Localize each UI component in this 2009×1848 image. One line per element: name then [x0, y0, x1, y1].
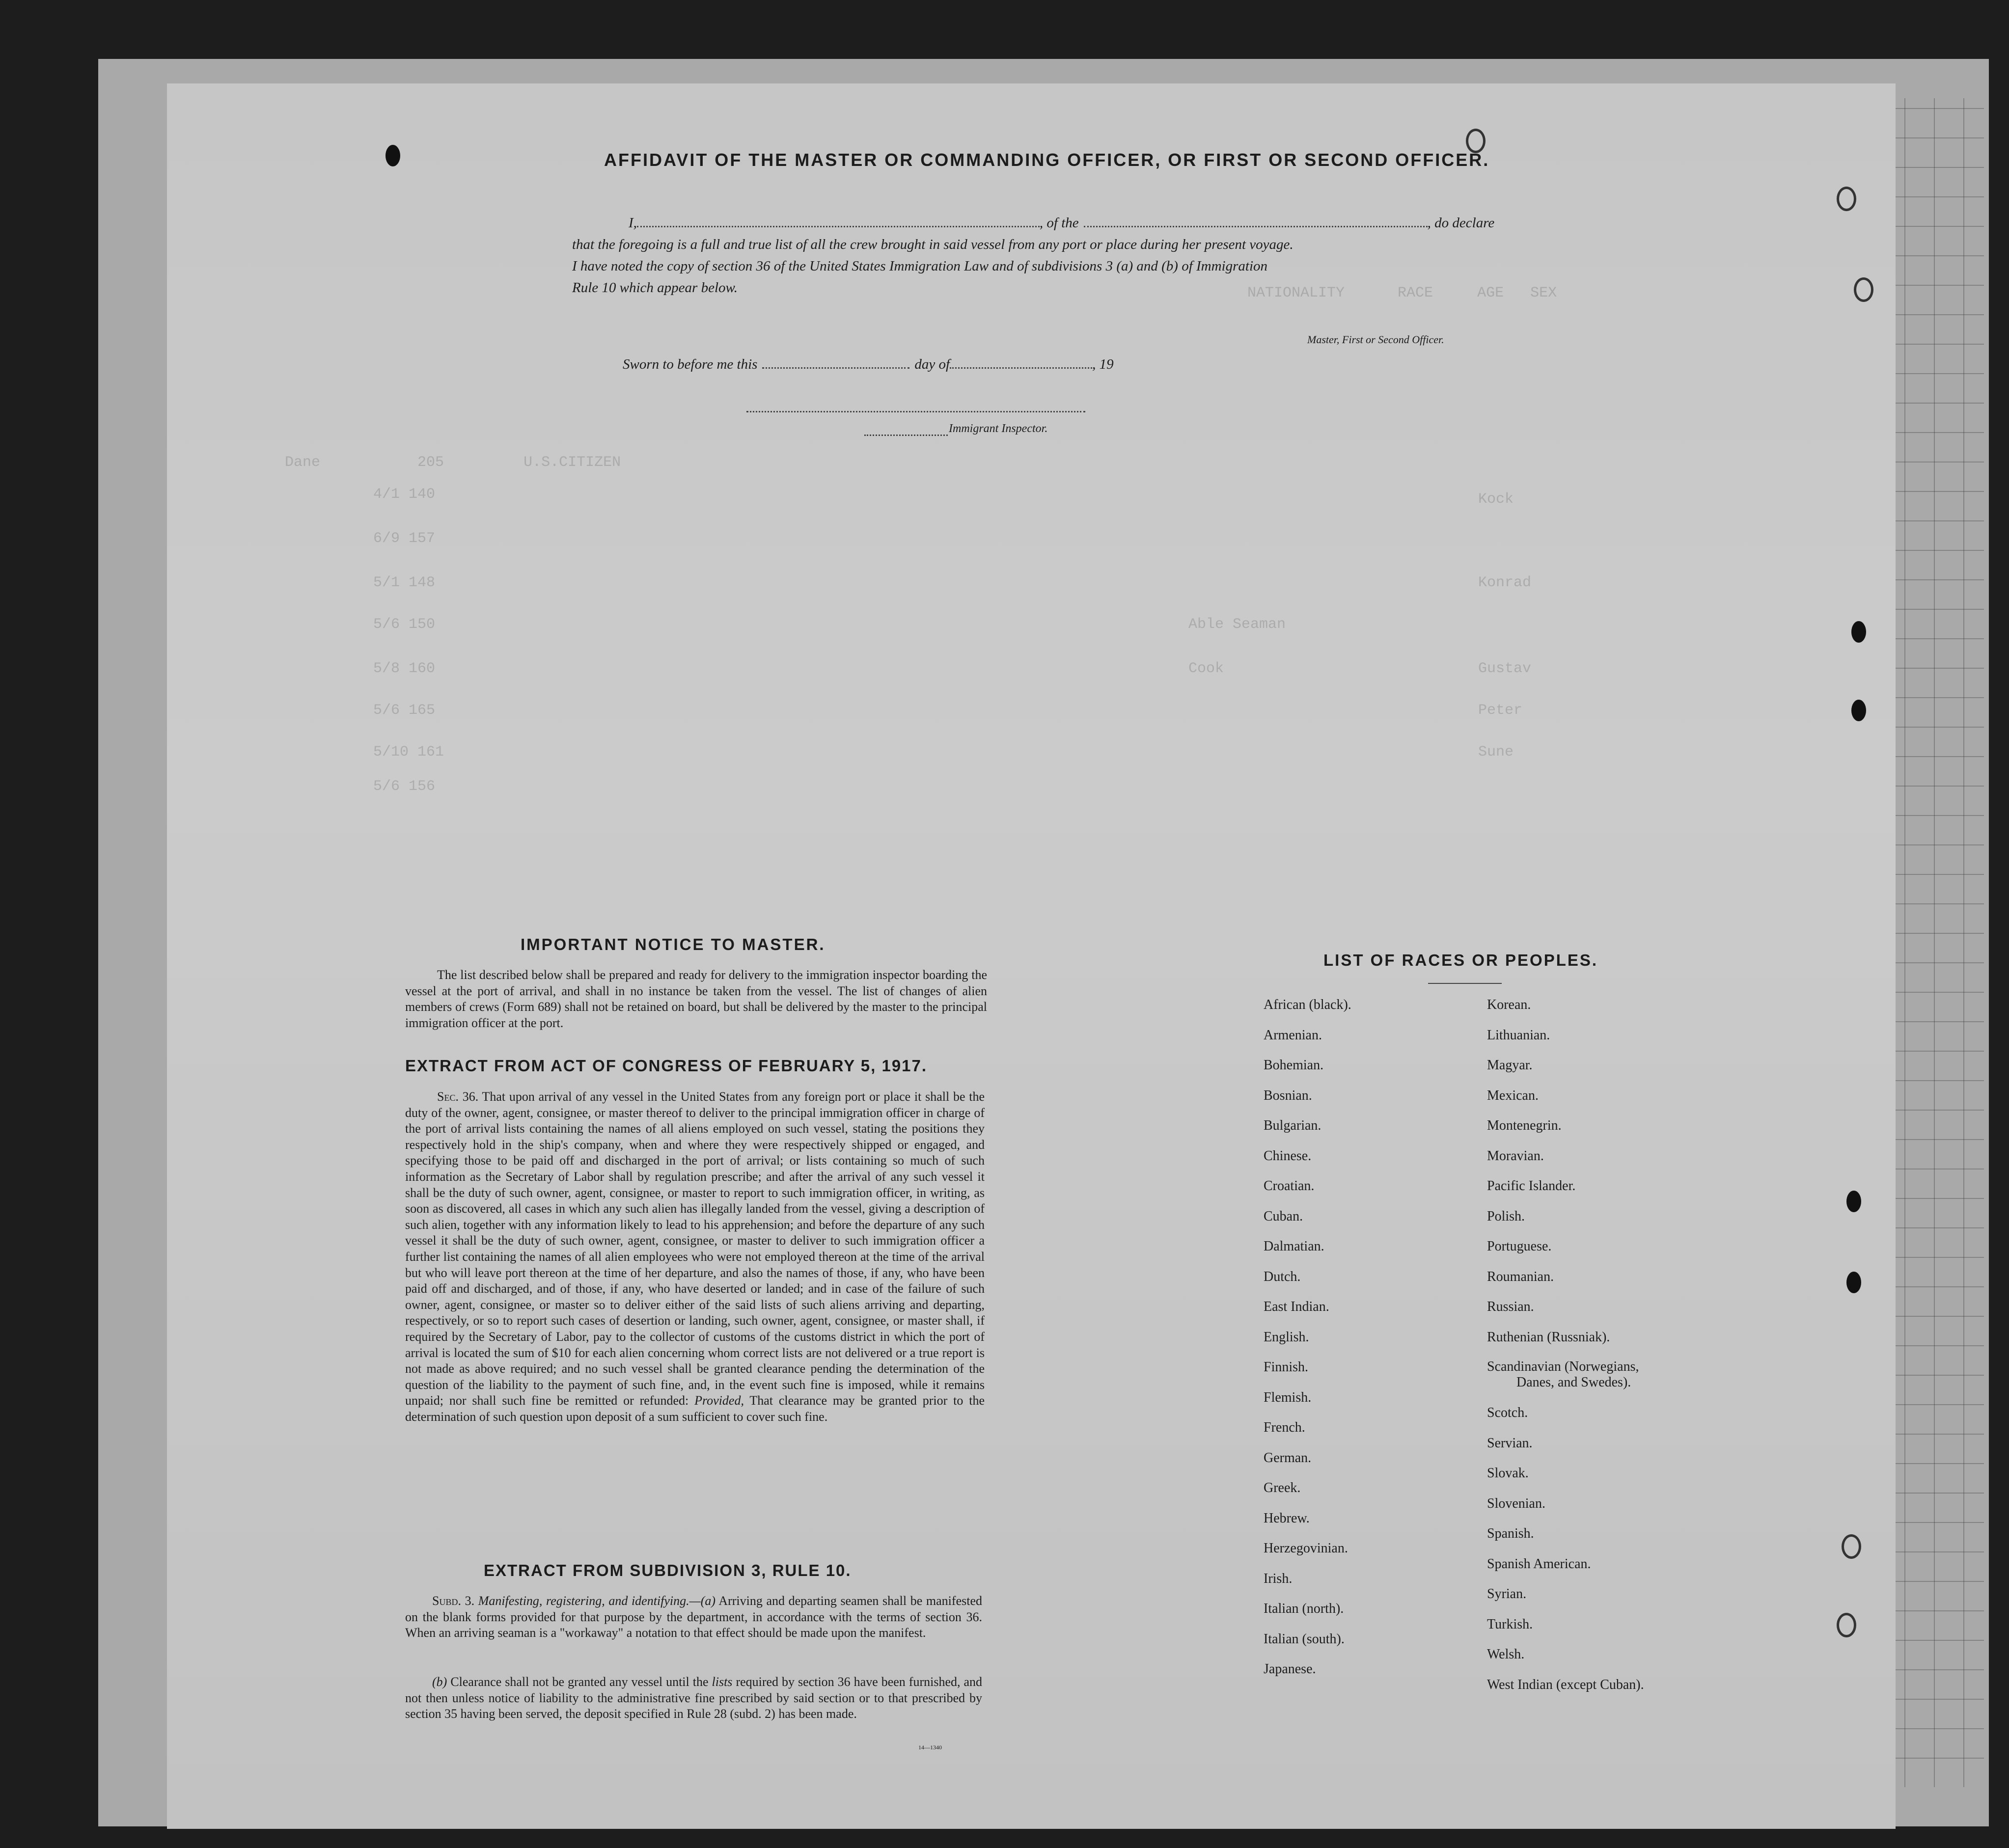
bleed-through-text: 5/10 161 — [373, 744, 444, 761]
subdivision-b-text-1: Clearance shall not be granted any vessel until the — [450, 1675, 709, 1689]
subdivision-a-paragraph — [405, 1593, 982, 1641]
race-item: Ruthenian (Russniak). — [1487, 1329, 1610, 1345]
section-36-end: That clearance may be granted prior to the determination of such question upon deposit of a sum sufficient to cover such fine. — [405, 1393, 985, 1424]
punch-hole — [1846, 1272, 1861, 1293]
bleed-through-text: NATIONALITY RACE AGE SEX — [1247, 285, 1557, 301]
ring-hole — [1854, 277, 1873, 302]
affidavit-line-3: I have noted the copy of section 36 of the United States Immigration Law and of subdivisions 3 (a) and (b) of Immigration — [572, 258, 1268, 274]
month-blank — [950, 367, 1092, 369]
race-item: West Indian (except Cuban). — [1487, 1677, 1644, 1692]
race-item: Polish. — [1487, 1208, 1525, 1224]
races-left-column — [1264, 990, 1351, 1685]
subdivision-a-label: —(a) — [689, 1594, 716, 1608]
race-item: Irish. — [1264, 1571, 1293, 1586]
race-item: Dutch. — [1264, 1269, 1301, 1284]
race-item: Pacific Islander. — [1487, 1178, 1576, 1194]
subdivision-b-label: (b) — [432, 1675, 447, 1689]
race-item: Korean. — [1487, 997, 1531, 1012]
inspector-lead-dots — [864, 434, 948, 436]
punch-hole — [1846, 1191, 1861, 1212]
race-item: Slovak. — [1487, 1466, 1529, 1481]
race-item: Greek. — [1264, 1480, 1301, 1495]
bleed-through-text: Able Seaman — [1188, 616, 1286, 633]
race-item: Moravian. — [1487, 1148, 1544, 1164]
section-label: Sec. 36. — [437, 1089, 479, 1104]
race-item: Lithuanian. — [1487, 1027, 1550, 1043]
day-of-text: day of — [914, 356, 950, 372]
notice-title: IMPORTANT NOTICE TO MASTER. — [521, 935, 826, 953]
race-item: Magyar. — [1487, 1058, 1533, 1073]
sworn-text: Sworn to before me this — [623, 356, 758, 372]
subdivision-heading: Manifesting, registering, and identifying. — [478, 1594, 689, 1608]
race-item: Italian (south). — [1264, 1631, 1345, 1647]
punch-hole — [385, 145, 400, 166]
punch-hole — [1851, 700, 1866, 721]
section-36-text: That upon arrival of any vessel in the United States from any foreign port or place it shall be the duty of the owner, agent, consignee, or master thereof to deliver to the principal immigration officer in charge of the port of arrival lists containing the names of all aliens employed on such vessel, stating the positions they respectively hold in the ship's company, when and where they were respectively shipped or engaged, and specifying those to be paid off and discharged in the port of arrival; or lists containing so much of such information as the Secretary of Labor shall by regulation prescribe; and after the arrival of any such vessel it shall be the duty of such owner, agent, consignee, or master to report to such immigration officer, in writing, as soon as discovered, all cases in which any such alien has illegally landed from the vessel, giving a description of such alien, together with any information likely to lead to his apprehension; and before the departure of any such vessel it shall be the duty of such owner, agent, consignee, or master to deliver to such immigration officer a further list containing the names of all alien employees who were not employed thereon at the time of the arrival but who will leave port thereon at the time of her departure, and also the names of those, if any, who have been paid off and discharged, and of those, if any, who have deserted or landed; and in case of the failure of such owner, agent, consignee, or master so to deliver either of the said lists of such aliens arriving and departing, respectively, or so to report such cases of desertion or landing, such owner, agent, consignee, or master shall, if required by the Secretary of Labor, pay to the collector of customs of the customs district in which the port of arrival is located the sum of $10 for each alien concerning whom correct lists are not delivered or a true report is not made as above required; and no such vessel shall be granted clearance pending the determination of the question of the liability to the payment of such fine, and, in the event such fine is imposed, while it remains unpaid; nor shall such fine be remitted or refunded: — [405, 1089, 985, 1408]
race-item: Welsh. — [1487, 1647, 1525, 1662]
race-item: Servian. — [1487, 1435, 1533, 1451]
bleed-through-text: Dane 205 U.S.CITIZEN — [285, 454, 621, 471]
race-item: Russian. — [1487, 1299, 1534, 1314]
race-item: Chinese. — [1264, 1148, 1312, 1164]
ring-hole — [1837, 187, 1856, 211]
name-blank — [637, 225, 1040, 227]
race-item: Mexican. — [1487, 1087, 1539, 1103]
provided-word: Provided, — [694, 1393, 744, 1408]
affidavit-line-2: that the foregoing is a full and true list of all the crew brought in said vessel from any port or place during her present voyage. — [572, 237, 1293, 252]
race-item: Croatian. — [1264, 1178, 1315, 1194]
bleed-through-text: 5/1 148 — [373, 574, 436, 591]
races-title-rule — [1428, 983, 1502, 984]
bleed-through-text: Cook — [1188, 660, 1224, 677]
bleed-through-text: Gustav — [1478, 660, 1532, 677]
extract-rule-title: EXTRACT FROM SUBDIVISION 3, RULE 10. — [484, 1561, 852, 1579]
race-item: Herzegovinian. — [1264, 1541, 1348, 1556]
race-item: Montenegrin. — [1487, 1118, 1562, 1133]
bleed-through-text: 5/6 150 — [373, 616, 436, 633]
extract-act-title: EXTRACT FROM ACT OF CONGRESS OF FEBRUARY 5, 1917. — [405, 1057, 928, 1075]
ring-hole — [1837, 1613, 1856, 1637]
sworn-line — [623, 356, 1114, 373]
master-signature-caption: Master, First or Second Officer. — [1307, 333, 1444, 346]
affidavit-line-4: Rule 10 which appear below. — [572, 280, 738, 296]
races-title: LIST OF RACES OR PEOPLES. — [1323, 951, 1598, 969]
race-item: Bulgarian. — [1264, 1118, 1321, 1133]
race-item-line: Scandinavian (Norwegians, — [1487, 1359, 1639, 1374]
notice-paragraph: The list described below shall be prepared and ready for delivery to the immigration inspector boarding the vessel at the port of arrival, and shall in no instance be taken from the vessel. The list of changes of alien members of crews (Form 689) shall not be retained on board, but shall be delivered by the master to the principal immigration officer at the port. — [405, 968, 987, 1030]
bleed-through-text: 4/1 140 — [373, 486, 436, 503]
race-item: Portuguese. — [1487, 1239, 1552, 1254]
race-item: Flemish. — [1264, 1389, 1312, 1405]
race-item-line: Danes, and Swedes). — [1516, 1375, 1631, 1390]
bleed-through-text: 5/6 165 — [373, 702, 436, 719]
race-item: Slovenian. — [1487, 1495, 1545, 1511]
race-item: Roumanian. — [1487, 1269, 1554, 1284]
bleed-through-text: Peter — [1478, 702, 1523, 719]
race-item: African (black). — [1264, 997, 1351, 1012]
year-text: , 19 — [1092, 356, 1114, 372]
lists-word: lists — [712, 1675, 733, 1689]
bleed-through-text: Sune — [1478, 744, 1514, 761]
race-item: Finnish. — [1264, 1359, 1309, 1375]
race-item: Turkish. — [1487, 1616, 1533, 1632]
subdivision-b-paragraph — [405, 1674, 982, 1722]
section-36-paragraph — [405, 1089, 985, 1425]
subdivision-label: Subd. 3. — [432, 1594, 475, 1608]
bleed-through-text: 6/9 157 — [373, 530, 436, 547]
punch-hole — [1851, 621, 1866, 643]
race-item: Bosnian. — [1264, 1087, 1312, 1103]
race-item: Cuban. — [1264, 1208, 1303, 1224]
form-number: 14—1340 — [918, 1744, 942, 1751]
race-item: Dalmatian. — [1264, 1239, 1324, 1254]
inspector-signature-line — [746, 410, 1085, 412]
affidavit-line-1 — [629, 215, 1494, 231]
race-item: Spanish American. — [1487, 1556, 1591, 1572]
vessel-blank — [1084, 225, 1428, 227]
race-item: Armenian. — [1264, 1027, 1322, 1043]
race-item: English. — [1264, 1329, 1309, 1345]
race-item: Scotch. — [1487, 1405, 1528, 1420]
bleed-through-text: 5/8 160 — [373, 660, 436, 677]
race-item: Italian (north). — [1264, 1601, 1344, 1616]
race-item: Japanese. — [1264, 1661, 1316, 1677]
ring-hole — [1842, 1534, 1861, 1559]
race-item: Spanish. — [1487, 1526, 1534, 1541]
inspector-caption: Immigrant Inspector. — [949, 422, 1048, 435]
day-blank — [762, 367, 909, 369]
bleed-through-text: Kock — [1478, 491, 1514, 508]
subdivision-a-text: Arriving and departing seamen shall be manifested on the blank forms provided for that purpose by the department, in accordance with the terms of section 36. When an arriving seaman is a "workaway" a notation to that effect should be made upon the manifest. — [405, 1594, 982, 1640]
races-right-column — [1487, 990, 1644, 1700]
bleed-through-text: Konrad — [1478, 574, 1532, 591]
race-item: Hebrew. — [1264, 1510, 1310, 1526]
affidavit-i: I, — [629, 215, 637, 231]
affidavit-of-the: , of the — [1039, 215, 1079, 231]
bleed-through-text: 5/6 156 — [373, 778, 436, 795]
race-item: French. — [1264, 1420, 1305, 1435]
affidavit-title: AFFIDAVIT OF THE MASTER OR COMMANDING OFFICER, OR FIRST OR SECOND OFFICER. — [604, 150, 1490, 170]
subdivision-b-text-2: required by section 36 have been furnished, and not then unless notice of liability to the administrative fine prescribed by said section or to that prescribed by section 35 having been served, the deposit specified in Rule 28 (subd. 2) has been made. — [405, 1675, 983, 1721]
race-item: Syrian. — [1487, 1586, 1527, 1602]
race-item: East Indian. — [1264, 1299, 1329, 1314]
race-item: German. — [1264, 1450, 1312, 1466]
race-item: Bohemian. — [1264, 1058, 1324, 1073]
race-item-scandinavian — [1487, 1352, 1644, 1398]
affidavit-declare: , do declare — [1427, 215, 1495, 231]
